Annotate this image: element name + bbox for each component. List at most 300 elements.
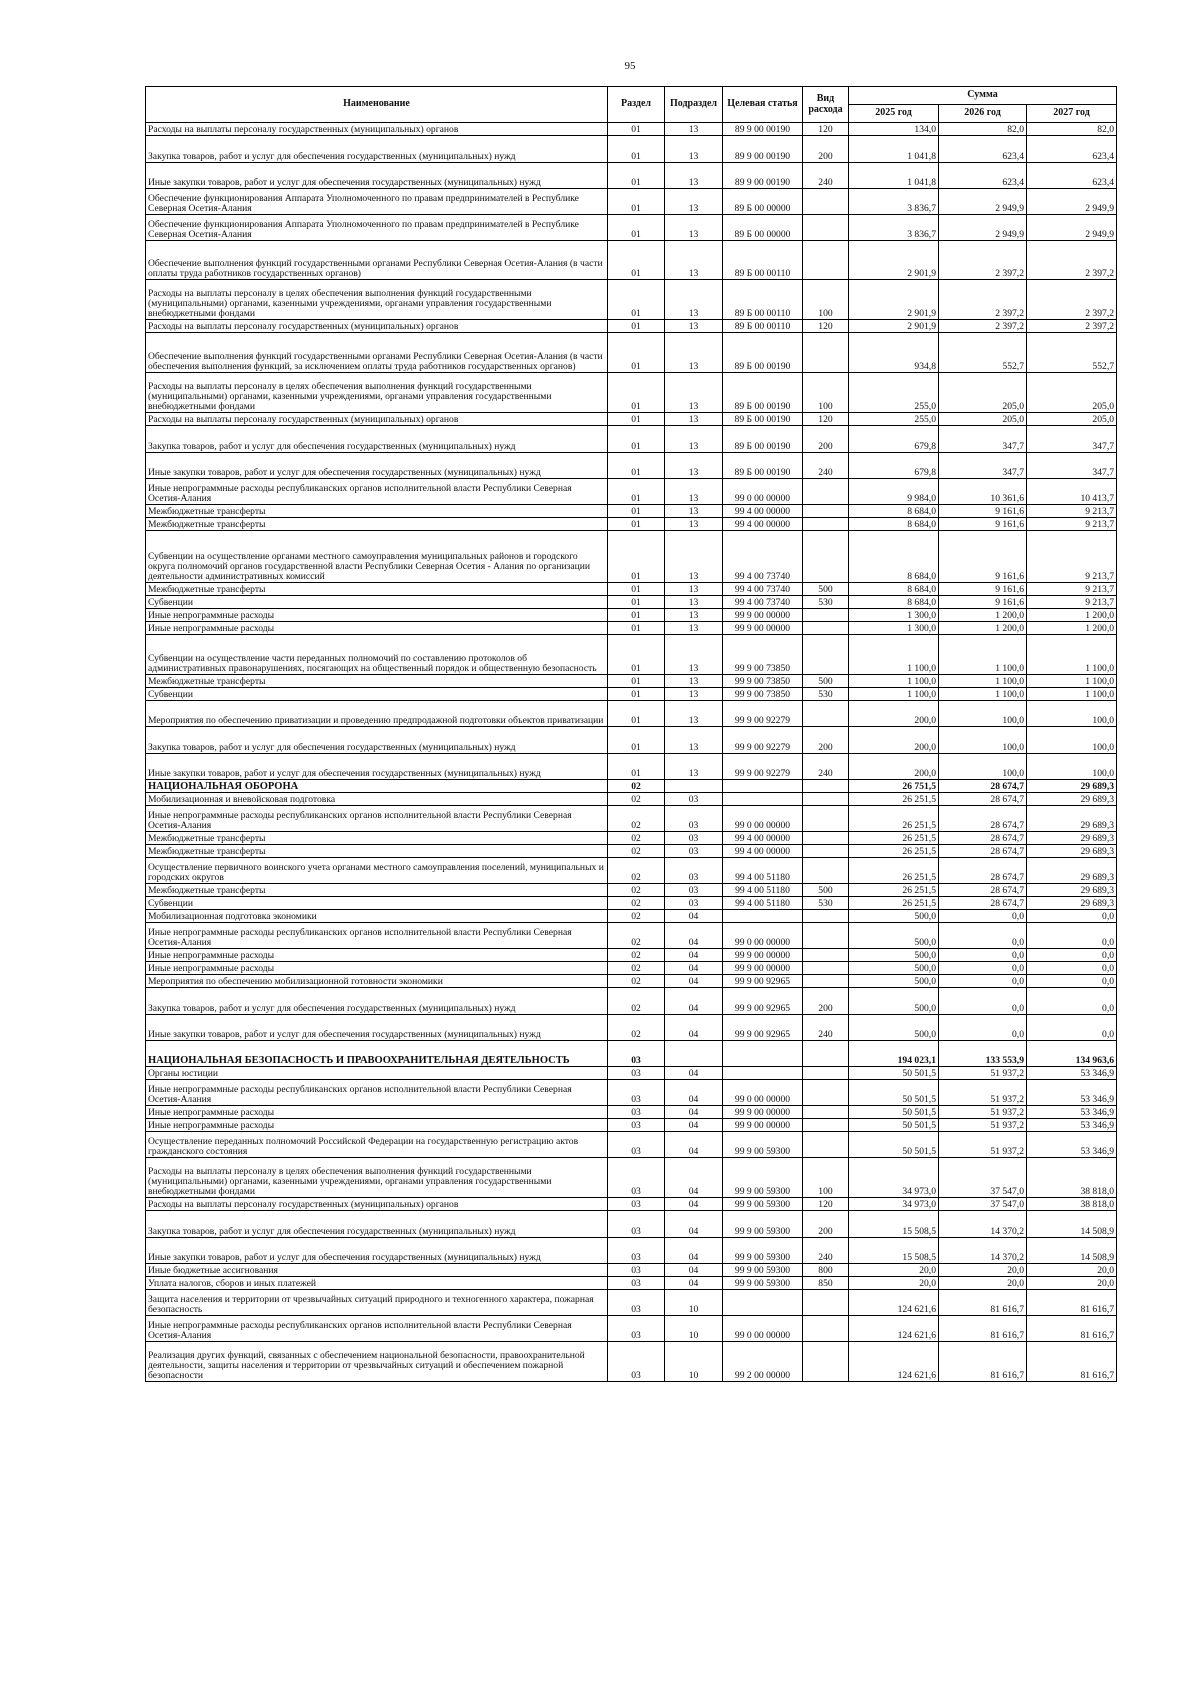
cell-sum-2026: 623,4: [939, 163, 1027, 189]
cell-sum-2027: 205,0: [1027, 413, 1117, 426]
cell-sum-2025: 500,0: [849, 988, 939, 1015]
cell-sum-2027: 9 213,7: [1027, 596, 1117, 609]
cell-target-item: 99 9 00 00000: [723, 949, 803, 962]
cell-sum-2025: 50 501,5: [849, 1106, 939, 1119]
cell-sum-2027: 14 508,9: [1027, 1238, 1117, 1264]
cell-sum-2026: 1 200,0: [939, 609, 1027, 622]
cell-name: НАЦИОНАЛЬНАЯ БЕЗОПАСНОСТЬ И ПРАВООХРАНИТЕЛЬНАЯ ДЕЯТЕЛЬНОСТЬ: [146, 1041, 608, 1067]
cell-target-item: [723, 780, 803, 793]
cell-sum-2026: 0,0: [939, 1015, 1027, 1041]
cell-sum-2025: 255,0: [849, 373, 939, 413]
cell-section: 02: [608, 910, 665, 923]
cell-target-item: 89 Б 00 00110: [723, 320, 803, 333]
cell-section: 01: [608, 320, 665, 333]
table-row: [146, 754, 1117, 780]
cell-target-item: 99 9 00 92279: [723, 701, 803, 727]
table-row: [146, 923, 1117, 949]
cell-expense-type: 120: [803, 413, 849, 426]
cell-name: Межбюджетные трансферты: [146, 884, 608, 897]
cell-subsection: [665, 1041, 723, 1067]
cell-name: Иные непрограммные расходы: [146, 949, 608, 962]
cell-sum-2027: 29 689,3: [1027, 793, 1117, 806]
cell-subsection: 13: [665, 373, 723, 413]
cell-expense-type: 530: [803, 596, 849, 609]
cell-sum-2027: 10 413,7: [1027, 479, 1117, 505]
cell-subsection: 03: [665, 858, 723, 884]
cell-sum-2027: 29 689,3: [1027, 845, 1117, 858]
header-year-2027: 2027 год: [1027, 105, 1117, 123]
table-row: [146, 635, 1117, 675]
cell-target-item: 99 9 00 00000: [723, 622, 803, 635]
cell-sum-2026: 51 937,2: [939, 1080, 1027, 1106]
header-name: Наименование: [146, 87, 608, 123]
cell-sum-2026: 0,0: [939, 949, 1027, 962]
cell-name: Закупка товаров, работ и услуг для обеспечения государственных (муниципальных) нужд: [146, 727, 608, 754]
table-row: [146, 1041, 1117, 1067]
cell-section: 01: [608, 675, 665, 688]
cell-expense-type: 800: [803, 1264, 849, 1277]
cell-sum-2027: 53 346,9: [1027, 1119, 1117, 1132]
cell-section: 01: [608, 453, 665, 479]
cell-expense-type: 240: [803, 754, 849, 780]
cell-sum-2026: 28 674,7: [939, 845, 1027, 858]
cell-subsection: 13: [665, 453, 723, 479]
cell-subsection: 04: [665, 1080, 723, 1106]
cell-section: 03: [608, 1238, 665, 1264]
cell-subsection: [665, 780, 723, 793]
cell-target-item: 99 0 00 00000: [723, 1316, 803, 1342]
cell-name: Межбюджетные трансферты: [146, 583, 608, 596]
cell-target-item: 99 9 00 92965: [723, 1015, 803, 1041]
cell-target-item: 99 4 00 00000: [723, 845, 803, 858]
cell-section: 03: [608, 1158, 665, 1198]
cell-sum-2026: 28 674,7: [939, 806, 1027, 832]
cell-expense-type: [803, 1316, 849, 1342]
cell-name: Иные закупки товаров, работ и услуг для обеспечения государственных (муниципальных) нужд: [146, 1015, 608, 1041]
cell-target-item: 99 9 00 73850: [723, 635, 803, 675]
cell-sum-2027: 2 397,2: [1027, 320, 1117, 333]
cell-section: 03: [608, 1080, 665, 1106]
cell-section: 03: [608, 1277, 665, 1290]
cell-target-item: 89 Б 00 00190: [723, 453, 803, 479]
cell-expense-type: [803, 518, 849, 531]
cell-name: Иные закупки товаров, работ и услуг для обеспечения государственных (муниципальных) нужд: [146, 754, 608, 780]
header-expense-type: Вид расхода: [803, 87, 849, 123]
cell-sum-2025: 679,8: [849, 426, 939, 453]
cell-target-item: 99 0 00 00000: [723, 923, 803, 949]
cell-name: Органы юстиции: [146, 1067, 608, 1080]
cell-name: Иные бюджетные ассигнования: [146, 1264, 608, 1277]
cell-sum-2026: 28 674,7: [939, 780, 1027, 793]
cell-sum-2025: 200,0: [849, 754, 939, 780]
cell-subsection: 13: [665, 426, 723, 453]
cell-section: 02: [608, 858, 665, 884]
cell-sum-2025: 15 508,5: [849, 1211, 939, 1238]
cell-section: 02: [608, 793, 665, 806]
cell-sum-2025: 34 973,0: [849, 1158, 939, 1198]
cell-sum-2027: 9 213,7: [1027, 518, 1117, 531]
cell-sum-2026: 0,0: [939, 910, 1027, 923]
cell-sum-2027: 1 100,0: [1027, 675, 1117, 688]
cell-section: 01: [608, 241, 665, 280]
cell-section: 01: [608, 518, 665, 531]
cell-target-item: 99 9 00 73850: [723, 675, 803, 688]
cell-sum-2026: 51 937,2: [939, 1119, 1027, 1132]
table-row: [146, 136, 1117, 163]
cell-sum-2026: 1 100,0: [939, 635, 1027, 675]
cell-name: Обеспечение функционирования Аппарата Уполномоченного по правам предпринимателей в Республике Северная Осетия-Алания: [146, 215, 608, 241]
cell-sum-2027: 0,0: [1027, 1015, 1117, 1041]
table-row: [146, 988, 1117, 1015]
cell-sum-2025: 124 621,6: [849, 1290, 939, 1316]
cell-sum-2026: 100,0: [939, 701, 1027, 727]
cell-name: Иные непрограммные расходы республиканских органов исполнительной власти Республики Северная Осетия-Алания: [146, 1080, 608, 1106]
table-row: [146, 479, 1117, 505]
cell-target-item: 99 9 00 59300: [723, 1211, 803, 1238]
cell-sum-2027: 2 949,9: [1027, 189, 1117, 215]
cell-section: 01: [608, 215, 665, 241]
cell-sum-2025: 255,0: [849, 413, 939, 426]
cell-target-item: 99 9 00 59300: [723, 1198, 803, 1211]
table-row: [146, 453, 1117, 479]
cell-sum-2026: 37 547,0: [939, 1158, 1027, 1198]
cell-sum-2025: 500,0: [849, 949, 939, 962]
cell-sum-2026: 10 361,6: [939, 479, 1027, 505]
cell-sum-2026: 51 937,2: [939, 1132, 1027, 1158]
table-row: [146, 793, 1117, 806]
cell-target-item: 89 9 00 00190: [723, 163, 803, 189]
cell-subsection: 13: [665, 675, 723, 688]
cell-name: Закупка товаров, работ и услуг для обеспечения государственных (муниципальных) нужд: [146, 988, 608, 1015]
cell-target-item: 99 9 00 92965: [723, 975, 803, 988]
cell-sum-2026: 100,0: [939, 727, 1027, 754]
cell-sum-2027: 1 100,0: [1027, 688, 1117, 701]
cell-subsection: 04: [665, 910, 723, 923]
cell-subsection: 13: [665, 320, 723, 333]
table-row: [146, 280, 1117, 320]
cell-sum-2027: 53 346,9: [1027, 1080, 1117, 1106]
cell-subsection: 04: [665, 1132, 723, 1158]
cell-name: Обеспечение выполнения функций государственными органами Республики Северная Осетия-Алания (в части оплаты труда работников государственных органов): [146, 241, 608, 280]
cell-name: Расходы на выплаты персоналу государственных (муниципальных) органов: [146, 320, 608, 333]
cell-name: Иные непрограммные расходы: [146, 1106, 608, 1119]
cell-sum-2027: 205,0: [1027, 373, 1117, 413]
cell-name: Иные непрограммные расходы республиканских органов исполнительной власти Республики Северная Осетия-Алания: [146, 479, 608, 505]
cell-target-item: [723, 1067, 803, 1080]
table-row: [146, 333, 1117, 373]
cell-sum-2025: 194 023,1: [849, 1041, 939, 1067]
cell-expense-type: [803, 701, 849, 727]
cell-sum-2027: 9 213,7: [1027, 583, 1117, 596]
table-row: [146, 949, 1117, 962]
cell-subsection: 04: [665, 949, 723, 962]
cell-sum-2026: 347,7: [939, 426, 1027, 453]
cell-sum-2027: 100,0: [1027, 727, 1117, 754]
cell-sum-2025: 8 684,0: [849, 505, 939, 518]
cell-name: Защита населения и территории от чрезвычайных ситуаций природного и техногенного характера, пожарная безопасность: [146, 1290, 608, 1316]
table-row: [146, 1264, 1117, 1277]
cell-sum-2026: 552,7: [939, 333, 1027, 373]
cell-section: 02: [608, 988, 665, 1015]
cell-name: Субвенции: [146, 596, 608, 609]
cell-sum-2026: 81 616,7: [939, 1290, 1027, 1316]
cell-expense-type: 240: [803, 163, 849, 189]
cell-sum-2027: 38 818,0: [1027, 1158, 1117, 1198]
table-row: [146, 123, 1117, 136]
cell-section: 01: [608, 505, 665, 518]
cell-expense-type: 100: [803, 373, 849, 413]
cell-sum-2025: 50 501,5: [849, 1132, 939, 1158]
cell-sum-2027: 623,4: [1027, 163, 1117, 189]
cell-target-item: 89 Б 00 00000: [723, 189, 803, 215]
cell-name: Закупка товаров, работ и услуг для обеспечения государственных (муниципальных) нужд: [146, 426, 608, 453]
cell-sum-2025: 26 251,5: [849, 897, 939, 910]
cell-sum-2026: 347,7: [939, 453, 1027, 479]
cell-target-item: 99 9 00 00000: [723, 609, 803, 622]
table-row: [146, 806, 1117, 832]
cell-sum-2027: 81 616,7: [1027, 1342, 1117, 1382]
header-year-2026: 2026 год: [939, 105, 1027, 123]
cell-expense-type: [803, 333, 849, 373]
cell-expense-type: [803, 1080, 849, 1106]
cell-section: 02: [608, 780, 665, 793]
cell-section: 03: [608, 1198, 665, 1211]
table-row: [146, 845, 1117, 858]
table-row: [146, 596, 1117, 609]
cell-sum-2027: 0,0: [1027, 923, 1117, 949]
cell-sum-2026: 623,4: [939, 136, 1027, 163]
cell-section: 01: [608, 413, 665, 426]
cell-name: Расходы на выплаты персоналу государственных (муниципальных) органов: [146, 123, 608, 136]
cell-sum-2027: 82,0: [1027, 123, 1117, 136]
cell-section: 03: [608, 1211, 665, 1238]
header-target-item: Целевая статья: [723, 87, 803, 123]
cell-expense-type: [803, 479, 849, 505]
cell-expense-type: [803, 858, 849, 884]
cell-section: 02: [608, 884, 665, 897]
cell-section: 01: [608, 280, 665, 320]
cell-sum-2025: 1 300,0: [849, 609, 939, 622]
cell-sum-2026: 20,0: [939, 1264, 1027, 1277]
cell-sum-2026: 2 949,9: [939, 189, 1027, 215]
cell-sum-2025: 50 501,5: [849, 1067, 939, 1080]
cell-sum-2027: 29 689,3: [1027, 897, 1117, 910]
cell-expense-type: 850: [803, 1277, 849, 1290]
table-row: [146, 1119, 1117, 1132]
table-row: [146, 727, 1117, 754]
cell-target-item: [723, 1041, 803, 1067]
cell-target-item: 99 9 00 92965: [723, 988, 803, 1015]
cell-section: 02: [608, 923, 665, 949]
cell-subsection: 04: [665, 1119, 723, 1132]
cell-subsection: 13: [665, 241, 723, 280]
cell-name: Мобилизационная и вневойсковая подготовка: [146, 793, 608, 806]
cell-sum-2027: 100,0: [1027, 701, 1117, 727]
cell-expense-type: 240: [803, 1015, 849, 1041]
table-row: [146, 1198, 1117, 1211]
cell-sum-2027: 53 346,9: [1027, 1132, 1117, 1158]
cell-section: 01: [608, 333, 665, 373]
cell-section: 02: [608, 975, 665, 988]
cell-name: Уплата налогов, сборов и иных платежей: [146, 1277, 608, 1290]
cell-subsection: 13: [665, 123, 723, 136]
cell-sum-2025: 124 621,6: [849, 1316, 939, 1342]
table-row: [146, 215, 1117, 241]
cell-name: Субвенции на осуществление органами местного самоуправления муниципальных районов и городского округа полномочий органов государственной власти Республики Северная Осетия - Алания по организации деятельности административных комиссий: [146, 531, 608, 583]
table-row: [146, 1106, 1117, 1119]
cell-sum-2025: 1 100,0: [849, 688, 939, 701]
table-row: [146, 1132, 1117, 1158]
cell-target-item: [723, 793, 803, 806]
cell-expense-type: [803, 505, 849, 518]
cell-sum-2025: 26 251,5: [849, 858, 939, 884]
cell-expense-type: 120: [803, 320, 849, 333]
table-row: [146, 518, 1117, 531]
cell-name: Закупка товаров, работ и услуг для обеспечения государственных (муниципальных) нужд: [146, 1211, 608, 1238]
cell-expense-type: [803, 975, 849, 988]
cell-subsection: 04: [665, 1277, 723, 1290]
table-row: [146, 1316, 1117, 1342]
cell-expense-type: 200: [803, 426, 849, 453]
cell-subsection: 03: [665, 793, 723, 806]
cell-sum-2025: 2 901,9: [849, 280, 939, 320]
cell-sum-2026: 28 674,7: [939, 793, 1027, 806]
cell-sum-2027: 552,7: [1027, 333, 1117, 373]
table-row: [146, 975, 1117, 988]
cell-target-item: 99 9 00 00000: [723, 1119, 803, 1132]
cell-section: 01: [608, 688, 665, 701]
cell-sum-2026: 9 161,6: [939, 583, 1027, 596]
cell-subsection: 04: [665, 1238, 723, 1264]
cell-target-item: 89 Б 00 00110: [723, 280, 803, 320]
cell-sum-2025: 26 751,5: [849, 780, 939, 793]
cell-sum-2027: 29 689,3: [1027, 780, 1117, 793]
cell-sum-2025: 8 684,0: [849, 583, 939, 596]
cell-expense-type: 120: [803, 1198, 849, 1211]
cell-subsection: 13: [665, 596, 723, 609]
cell-target-item: 99 4 00 51180: [723, 884, 803, 897]
table-row: [146, 426, 1117, 453]
cell-subsection: 13: [665, 609, 723, 622]
table-row: [146, 189, 1117, 215]
cell-sum-2026: 20,0: [939, 1277, 1027, 1290]
cell-sum-2025: 26 251,5: [849, 832, 939, 845]
cell-subsection: 04: [665, 923, 723, 949]
cell-subsection: 03: [665, 845, 723, 858]
cell-sum-2025: 9 984,0: [849, 479, 939, 505]
cell-sum-2026: 51 937,2: [939, 1106, 1027, 1119]
cell-target-item: 89 Б 00 00190: [723, 333, 803, 373]
table-row: [146, 1342, 1117, 1382]
cell-sum-2025: 1 100,0: [849, 675, 939, 688]
cell-subsection: 13: [665, 136, 723, 163]
cell-name: Иные закупки товаров, работ и услуг для обеспечения государственных (муниципальных) нужд: [146, 1238, 608, 1264]
cell-sum-2026: 1 100,0: [939, 675, 1027, 688]
cell-sum-2025: 679,8: [849, 453, 939, 479]
cell-expense-type: [803, 1342, 849, 1382]
header-section: Раздел: [608, 87, 665, 123]
table-row: [146, 1290, 1117, 1316]
table-row: [146, 1080, 1117, 1106]
cell-sum-2027: 29 689,3: [1027, 832, 1117, 845]
cell-section: 01: [608, 754, 665, 780]
cell-expense-type: 240: [803, 1238, 849, 1264]
cell-name: НАЦИОНАЛЬНАЯ ОБОРОНА: [146, 780, 608, 793]
cell-target-item: 89 9 00 00190: [723, 136, 803, 163]
cell-sum-2025: 1 300,0: [849, 622, 939, 635]
cell-subsection: 13: [665, 531, 723, 583]
cell-sum-2025: 200,0: [849, 727, 939, 754]
cell-sum-2026: 28 674,7: [939, 858, 1027, 884]
cell-name: Расходы на выплаты персоналу государственных (муниципальных) органов: [146, 413, 608, 426]
cell-section: 01: [608, 596, 665, 609]
cell-target-item: 99 4 00 51180: [723, 858, 803, 884]
cell-name: Обеспечение выполнения функций государственными органами Республики Северная Осетия-Алания (в части обеспечения выполнения функций, за исключением оплаты труда работников государственных органов): [146, 333, 608, 373]
table-row: [146, 1015, 1117, 1041]
cell-subsection: 13: [665, 727, 723, 754]
cell-subsection: 13: [665, 163, 723, 189]
cell-expense-type: [803, 215, 849, 241]
cell-sum-2026: 0,0: [939, 923, 1027, 949]
cell-target-item: 89 Б 00 00190: [723, 426, 803, 453]
cell-sum-2025: 34 973,0: [849, 1198, 939, 1211]
cell-target-item: 99 9 00 59300: [723, 1132, 803, 1158]
cell-section: 02: [608, 832, 665, 845]
cell-expense-type: [803, 609, 849, 622]
cell-sum-2027: 9 213,7: [1027, 505, 1117, 518]
cell-sum-2026: 14 370,2: [939, 1238, 1027, 1264]
table-row: [146, 163, 1117, 189]
cell-target-item: 99 4 00 00000: [723, 505, 803, 518]
table-row: [146, 241, 1117, 280]
cell-name: Иные непрограммные расходы: [146, 1119, 608, 1132]
cell-subsection: 04: [665, 1067, 723, 1080]
cell-sum-2027: 53 346,9: [1027, 1106, 1117, 1119]
cell-subsection: 10: [665, 1342, 723, 1382]
cell-expense-type: 200: [803, 727, 849, 754]
cell-name: Иные непрограммные расходы: [146, 962, 608, 975]
cell-subsection: 03: [665, 806, 723, 832]
cell-target-item: 99 4 00 73740: [723, 583, 803, 596]
table-row: [146, 320, 1117, 333]
cell-sum-2026: 100,0: [939, 754, 1027, 780]
cell-sum-2027: 0,0: [1027, 910, 1117, 923]
cell-name: Иные закупки товаров, работ и услуг для обеспечения государственных (муниципальных) нужд: [146, 163, 608, 189]
cell-sum-2027: 2 397,2: [1027, 280, 1117, 320]
cell-sum-2025: 20,0: [849, 1277, 939, 1290]
cell-sum-2027: 347,7: [1027, 426, 1117, 453]
cell-expense-type: 200: [803, 988, 849, 1015]
cell-sum-2025: 50 501,5: [849, 1119, 939, 1132]
cell-expense-type: 530: [803, 897, 849, 910]
cell-sum-2027: 81 616,7: [1027, 1290, 1117, 1316]
cell-target-item: 99 4 00 00000: [723, 518, 803, 531]
cell-sum-2027: 0,0: [1027, 988, 1117, 1015]
table-row: [146, 884, 1117, 897]
cell-subsection: 10: [665, 1316, 723, 1342]
cell-sum-2026: 14 370,2: [939, 1211, 1027, 1238]
cell-name: Субвенции: [146, 897, 608, 910]
cell-section: 03: [608, 1041, 665, 1067]
cell-name: Межбюджетные трансферты: [146, 675, 608, 688]
cell-expense-type: 100: [803, 280, 849, 320]
cell-expense-type: [803, 1290, 849, 1316]
cell-subsection: 13: [665, 622, 723, 635]
cell-name: Расходы на выплаты персоналу в целях обеспечения выполнения функций государственными (муниципальными) органами, казенными учреждениями, органами управления государственными внебюджетными фондами: [146, 373, 608, 413]
cell-sum-2027: 0,0: [1027, 962, 1117, 975]
cell-section: 02: [608, 806, 665, 832]
cell-target-item: 99 9 00 92279: [723, 727, 803, 754]
